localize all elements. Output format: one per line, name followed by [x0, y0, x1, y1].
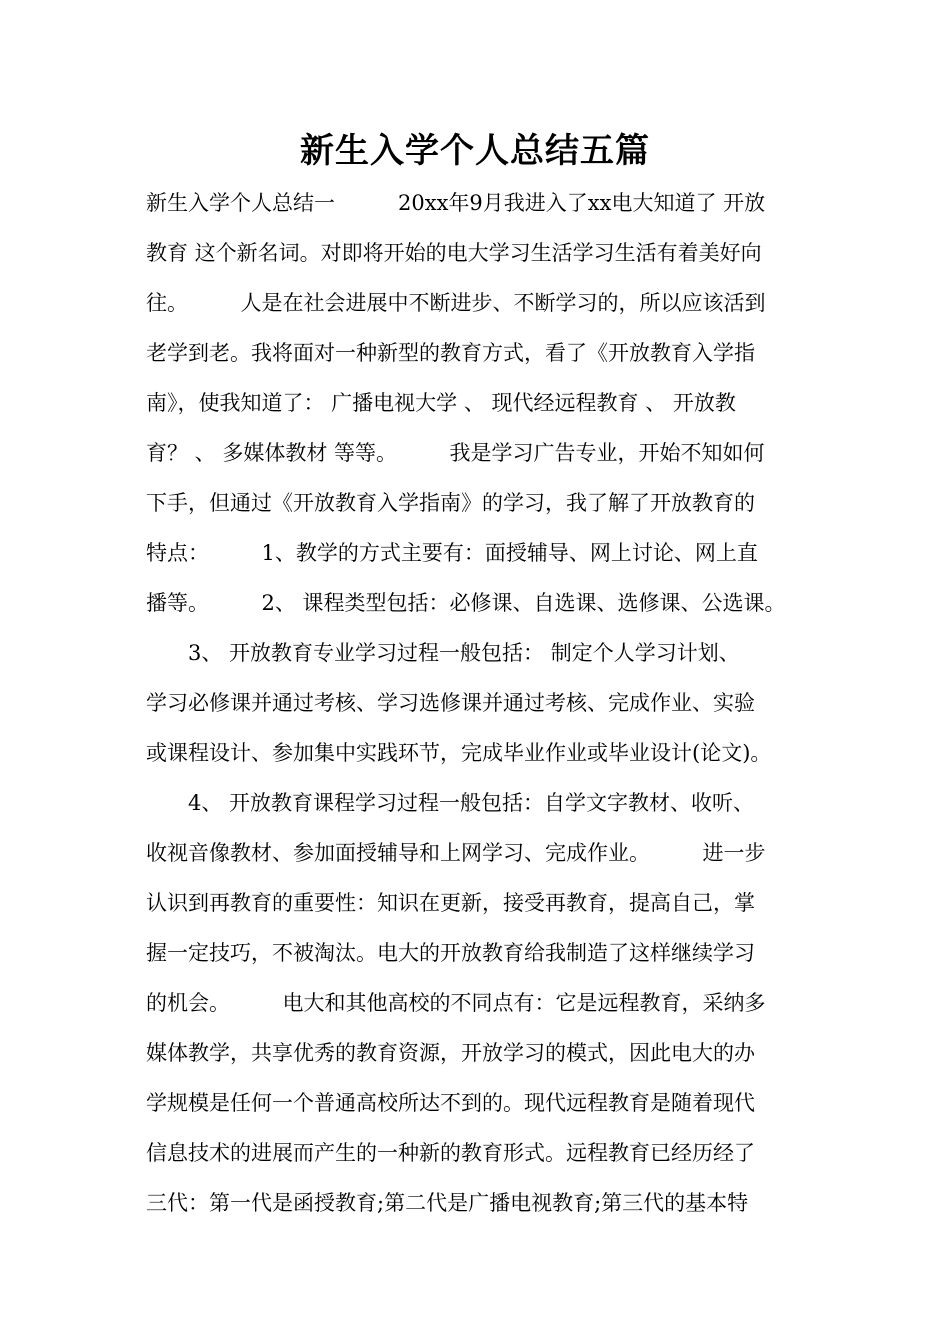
- text-line: 信息技术的进展而产生的一种新的教育形式。远程教育已经历经了: [146, 1141, 755, 1165]
- text-line: 媒体教学，共享优秀的教育资源，开放学习的模式，因此电大的办: [146, 1041, 755, 1065]
- text-line: 认识到再教育的重要性：知识在更新，接受再教育，提高自己，掌: [146, 891, 755, 915]
- text-line: 特点： 1、教学的方式主要有：面授辅导、网上讨论、网上直: [146, 541, 758, 565]
- text-line: 学习必修课并通过考核、学习选修课并通过考核、完成作业、实验: [146, 691, 755, 715]
- text-line: 收视音像教材、参加面授辅导和上网学习、完成作业。 进一步: [146, 841, 766, 865]
- text-line: 新生入学个人总结一 20xx年9月我进入了xx电大知道了 开放: [146, 191, 766, 215]
- text-line: 三代：第一代是函授教育;第二代是广播电视教育;第三代的基本特: [146, 1191, 749, 1215]
- text-line: 育？ 、 多媒体教材 等等。 我是学习广告专业，开始不知如何: [146, 441, 765, 465]
- text-line: 往。 人是在社会进展中不断进步、不断学习的，所以应该活到: [146, 291, 766, 315]
- text-line: 学规模是任何一个普通高校所达不到的。现代远程教育是随着现代: [146, 1091, 755, 1115]
- document-body: [146, 178, 826, 1228]
- text-line: 教育 这个新名词。对即将开始的电大学习生活学习生活有着美好向: [146, 241, 762, 265]
- text-line: 的机会。 电大和其他高校的不同点有：它是远程教育，采纳多: [146, 991, 766, 1015]
- text-line: 下手，但通过《开放教育入学指南》的学习，我了解了开放教育的: [146, 491, 755, 515]
- text-line: 或课程设计、参加集中实践环节，完成毕业作业或毕业设计(论文)。: [146, 741, 772, 765]
- text-line: 播等。 2、 课程类型包括：必修课、自选课、选修课、公选课。: [146, 591, 786, 615]
- text-line: 老学到老。我将面对一种新型的教育方式，看了《开放教育入学指: [146, 341, 755, 365]
- document-title: 新生入学个人总结五篇: [300, 131, 650, 171]
- text-line: 握一定技巧，不被淘汰。电大的开放教育给我制造了这样继续学习: [146, 941, 755, 965]
- text-line: 4、 开放教育课程学习过程一般包括：自学文字教材、收听、: [146, 791, 755, 815]
- text-line: 3、 开放教育专业学习过程一般包括： 制定个人学习计划、: [146, 641, 740, 665]
- text-line: 南》，使我知道了： 广播电视大学 、 现代经远程教育 、 开放教: [146, 391, 736, 415]
